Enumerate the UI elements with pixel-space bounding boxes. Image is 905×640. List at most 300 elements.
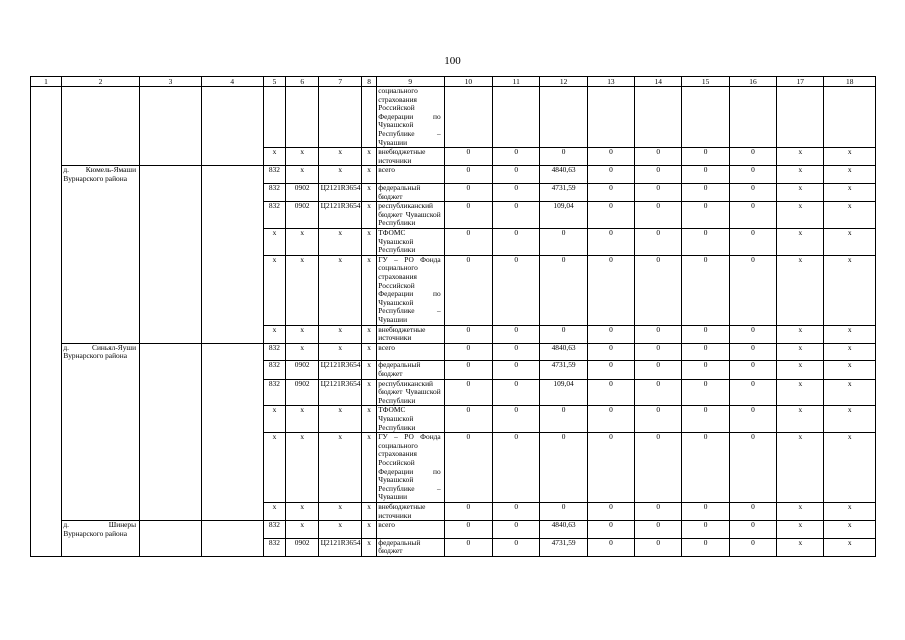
settlement-name: д. Синьял-Яуши Вурнарского района bbox=[61, 343, 139, 361]
cell-col-12: 4840,63 bbox=[540, 343, 587, 361]
cell-col-4 bbox=[201, 255, 263, 325]
cell-col-12: 0 bbox=[540, 406, 587, 433]
column-number-16: 16 bbox=[729, 77, 776, 87]
funding-source: ГУ – РО Фонда социального страхования Российской Федерации по Чувашской Республике – Чувашии bbox=[376, 433, 444, 503]
column-number-row bbox=[31, 77, 876, 87]
cell-col-16: 0 bbox=[729, 521, 776, 539]
cell-col-7: Ц2121R3654 bbox=[319, 361, 362, 379]
cell-col-1 bbox=[31, 255, 62, 325]
cell-col-17: x bbox=[777, 229, 824, 256]
cell-col-4 bbox=[201, 343, 263, 361]
cell-col-18: x bbox=[824, 255, 876, 325]
cell-col-3 bbox=[140, 148, 202, 166]
cell-col-10: 0 bbox=[444, 325, 492, 343]
cell-col-7: x bbox=[319, 502, 362, 520]
cell-col-13: 0 bbox=[587, 538, 634, 556]
cell-col-6: 0902 bbox=[286, 379, 319, 406]
cell-col-16: 0 bbox=[729, 229, 776, 256]
cell-col-10: 0 bbox=[444, 538, 492, 556]
cell-col-13: 0 bbox=[587, 148, 634, 166]
table-row bbox=[31, 343, 876, 361]
cell-col-10: 0 bbox=[444, 184, 492, 202]
column-number-14: 14 bbox=[635, 77, 682, 87]
cell-col-18: x bbox=[824, 325, 876, 343]
cell-col-5: x bbox=[263, 406, 286, 433]
cell-col-7: x bbox=[319, 521, 362, 539]
cell-col-10: 0 bbox=[444, 433, 492, 503]
cell-col-8: x bbox=[362, 361, 376, 379]
cell-col-10: 0 bbox=[444, 255, 492, 325]
cell-col-8: x bbox=[362, 202, 376, 229]
cell-col-18 bbox=[824, 87, 876, 148]
cell-col-4 bbox=[201, 166, 263, 184]
column-number-7: 7 bbox=[319, 77, 362, 87]
cell-col-18: x bbox=[824, 166, 876, 184]
cell-col-15: 0 bbox=[682, 343, 729, 361]
cell-col-7: x bbox=[319, 255, 362, 325]
cell-col-1 bbox=[31, 87, 62, 148]
cell-col-4 bbox=[201, 433, 263, 503]
cell-col-17: x bbox=[777, 433, 824, 503]
cell-col-1 bbox=[31, 379, 62, 406]
cell-col-10: 0 bbox=[444, 343, 492, 361]
cell-col-13: 0 bbox=[587, 379, 634, 406]
cell-col-6: x bbox=[286, 325, 319, 343]
cell-col-3 bbox=[140, 361, 202, 379]
column-number-11: 11 bbox=[493, 77, 540, 87]
cell-col-1 bbox=[31, 521, 62, 539]
cell-col-18: x bbox=[824, 538, 876, 556]
funding-source: республиканский бюджет Чувашской Республики bbox=[376, 202, 444, 229]
settlement-name bbox=[61, 361, 139, 379]
cell-col-18: x bbox=[824, 229, 876, 256]
table-row bbox=[31, 166, 876, 184]
cell-col-6: 0902 bbox=[286, 202, 319, 229]
cell-col-17: x bbox=[777, 184, 824, 202]
funding-source: федеральный бюджет bbox=[376, 184, 444, 202]
cell-col-16: 0 bbox=[729, 343, 776, 361]
cell-col-14: 0 bbox=[635, 406, 682, 433]
cell-col-6: 0902 bbox=[286, 361, 319, 379]
settlement-name bbox=[61, 502, 139, 520]
cell-col-6: x bbox=[286, 502, 319, 520]
cell-col-17: x bbox=[777, 379, 824, 406]
cell-col-4 bbox=[201, 502, 263, 520]
cell-col-12: 109,04 bbox=[540, 379, 587, 406]
cell-col-17: x bbox=[777, 166, 824, 184]
table-row bbox=[31, 255, 876, 325]
cell-col-16: 0 bbox=[729, 255, 776, 325]
cell-col-3 bbox=[140, 325, 202, 343]
cell-col-12: 0 bbox=[540, 433, 587, 503]
column-number-5: 5 bbox=[263, 77, 286, 87]
cell-col-13: 0 bbox=[587, 502, 634, 520]
cell-col-17: x bbox=[777, 502, 824, 520]
cell-col-14: 0 bbox=[635, 538, 682, 556]
cell-col-1 bbox=[31, 361, 62, 379]
cell-col-5: 832 bbox=[263, 379, 286, 406]
cell-col-1 bbox=[31, 343, 62, 361]
funding-source: внебюджетные источники bbox=[376, 148, 444, 166]
cell-col-14: 0 bbox=[635, 148, 682, 166]
cell-col-12: 0 bbox=[540, 148, 587, 166]
settlement-name bbox=[61, 538, 139, 556]
cell-col-11: 0 bbox=[493, 406, 540, 433]
cell-col-8: x bbox=[362, 538, 376, 556]
cell-col-18: x bbox=[824, 361, 876, 379]
cell-col-16: 0 bbox=[729, 325, 776, 343]
cell-col-4 bbox=[201, 229, 263, 256]
cell-col-3 bbox=[140, 184, 202, 202]
cell-col-14 bbox=[635, 87, 682, 148]
cell-col-12: 4731,59 bbox=[540, 361, 587, 379]
cell-col-8 bbox=[362, 87, 376, 148]
cell-col-5: 832 bbox=[263, 521, 286, 539]
funding-source: всего bbox=[376, 343, 444, 361]
cell-col-3 bbox=[140, 343, 202, 361]
cell-col-5: x bbox=[263, 502, 286, 520]
cell-col-17: x bbox=[777, 343, 824, 361]
cell-col-12: 4731,59 bbox=[540, 538, 587, 556]
budget-table bbox=[30, 76, 876, 557]
cell-col-10: 0 bbox=[444, 148, 492, 166]
funding-source: ГУ – РО Фонда социального страхования Российской Федерации по Чувашской Республике – Чувашии bbox=[376, 255, 444, 325]
cell-col-12: 109,04 bbox=[540, 202, 587, 229]
cell-col-14: 0 bbox=[635, 202, 682, 229]
cell-col-15: 0 bbox=[682, 202, 729, 229]
cell-col-8: x bbox=[362, 255, 376, 325]
cell-col-16: 0 bbox=[729, 538, 776, 556]
column-number-2: 2 bbox=[61, 77, 139, 87]
cell-col-5: x bbox=[263, 255, 286, 325]
cell-col-4 bbox=[201, 521, 263, 539]
cell-col-3 bbox=[140, 166, 202, 184]
cell-col-6 bbox=[286, 87, 319, 148]
cell-col-13: 0 bbox=[587, 521, 634, 539]
cell-col-10: 0 bbox=[444, 379, 492, 406]
funding-source: внебюджетные источники bbox=[376, 502, 444, 520]
cell-col-18: x bbox=[824, 379, 876, 406]
cell-col-7: x bbox=[319, 229, 362, 256]
cell-col-5: x bbox=[263, 433, 286, 503]
cell-col-15: 0 bbox=[682, 148, 729, 166]
cell-col-14: 0 bbox=[635, 361, 682, 379]
cell-col-15: 0 bbox=[682, 184, 729, 202]
settlement-name bbox=[61, 406, 139, 433]
cell-col-8: x bbox=[362, 379, 376, 406]
cell-col-14: 0 bbox=[635, 255, 682, 325]
settlement-name bbox=[61, 379, 139, 406]
settlement-name bbox=[61, 184, 139, 202]
cell-col-4 bbox=[201, 379, 263, 406]
cell-col-5: 832 bbox=[263, 343, 286, 361]
settlement-name bbox=[61, 255, 139, 325]
column-number-12: 12 bbox=[540, 77, 587, 87]
column-number-17: 17 bbox=[777, 77, 824, 87]
cell-col-14: 0 bbox=[635, 502, 682, 520]
cell-col-3 bbox=[140, 502, 202, 520]
table-row bbox=[31, 148, 876, 166]
table-row bbox=[31, 325, 876, 343]
cell-col-1 bbox=[31, 433, 62, 503]
settlement-name bbox=[61, 433, 139, 503]
column-number-10: 10 bbox=[444, 77, 492, 87]
column-number-15: 15 bbox=[682, 77, 729, 87]
cell-col-15: 0 bbox=[682, 538, 729, 556]
cell-col-17: x bbox=[777, 521, 824, 539]
cell-col-17 bbox=[777, 87, 824, 148]
cell-col-4 bbox=[201, 202, 263, 229]
cell-col-1 bbox=[31, 202, 62, 229]
cell-col-8: x bbox=[362, 166, 376, 184]
cell-col-11: 0 bbox=[493, 148, 540, 166]
cell-col-1 bbox=[31, 325, 62, 343]
cell-col-1 bbox=[31, 502, 62, 520]
cell-col-7: x bbox=[319, 343, 362, 361]
table-row bbox=[31, 406, 876, 433]
cell-col-16: 0 bbox=[729, 433, 776, 503]
cell-col-3 bbox=[140, 255, 202, 325]
table-row bbox=[31, 379, 876, 406]
table-row bbox=[31, 202, 876, 229]
cell-col-14: 0 bbox=[635, 379, 682, 406]
table-row bbox=[31, 361, 876, 379]
funding-source: всего bbox=[376, 521, 444, 539]
cell-col-4 bbox=[201, 406, 263, 433]
cell-col-5: x bbox=[263, 325, 286, 343]
cell-col-11: 0 bbox=[493, 521, 540, 539]
cell-col-8: x bbox=[362, 433, 376, 503]
cell-col-17: x bbox=[777, 255, 824, 325]
cell-col-7: Ц2121R3654 bbox=[319, 202, 362, 229]
cell-col-7 bbox=[319, 87, 362, 148]
cell-col-12: 4840,63 bbox=[540, 521, 587, 539]
cell-col-3 bbox=[140, 433, 202, 503]
cell-col-4 bbox=[201, 148, 263, 166]
settlement-name bbox=[61, 229, 139, 256]
cell-col-7: Ц2121R3654 bbox=[319, 379, 362, 406]
cell-col-18: x bbox=[824, 148, 876, 166]
column-number-4: 4 bbox=[201, 77, 263, 87]
cell-col-5: 832 bbox=[263, 184, 286, 202]
cell-col-16 bbox=[729, 87, 776, 148]
table-row bbox=[31, 433, 876, 503]
cell-col-11: 0 bbox=[493, 361, 540, 379]
cell-col-3 bbox=[140, 229, 202, 256]
cell-col-1 bbox=[31, 184, 62, 202]
cell-col-7: Ц2121R3654 bbox=[319, 184, 362, 202]
cell-col-7: x bbox=[319, 325, 362, 343]
settlement-name bbox=[61, 87, 139, 148]
cell-col-17: x bbox=[777, 361, 824, 379]
funding-source: федеральный бюджет bbox=[376, 361, 444, 379]
table-body bbox=[31, 87, 876, 557]
cell-col-5: x bbox=[263, 229, 286, 256]
cell-col-12: 0 bbox=[540, 255, 587, 325]
cell-col-6: x bbox=[286, 229, 319, 256]
cell-col-1 bbox=[31, 406, 62, 433]
funding-source: внебюджетные источники bbox=[376, 325, 444, 343]
cell-col-18: x bbox=[824, 502, 876, 520]
cell-col-3 bbox=[140, 538, 202, 556]
cell-col-1 bbox=[31, 148, 62, 166]
cell-col-8: x bbox=[362, 229, 376, 256]
cell-col-16: 0 bbox=[729, 148, 776, 166]
cell-col-17: x bbox=[777, 538, 824, 556]
cell-col-13: 0 bbox=[587, 433, 634, 503]
cell-col-13: 0 bbox=[587, 202, 634, 229]
cell-col-15: 0 bbox=[682, 406, 729, 433]
cell-col-8: x bbox=[362, 148, 376, 166]
cell-col-10: 0 bbox=[444, 166, 492, 184]
cell-col-10: 0 bbox=[444, 521, 492, 539]
cell-col-13: 0 bbox=[587, 184, 634, 202]
cell-col-1 bbox=[31, 166, 62, 184]
cell-col-7: Ц2121R3654 bbox=[319, 538, 362, 556]
cell-col-4 bbox=[201, 361, 263, 379]
cell-col-11: 0 bbox=[493, 255, 540, 325]
cell-col-15: 0 bbox=[682, 379, 729, 406]
cell-col-10: 0 bbox=[444, 229, 492, 256]
cell-col-14: 0 bbox=[635, 343, 682, 361]
cell-col-11: 0 bbox=[493, 202, 540, 229]
cell-col-5: 832 bbox=[263, 361, 286, 379]
cell-col-6: 0902 bbox=[286, 538, 319, 556]
table-row bbox=[31, 502, 876, 520]
cell-col-15: 0 bbox=[682, 502, 729, 520]
cell-col-4 bbox=[201, 184, 263, 202]
cell-col-14: 0 bbox=[635, 166, 682, 184]
funding-source: ТФОМС Чувашской Республики bbox=[376, 406, 444, 433]
cell-col-11: 0 bbox=[493, 343, 540, 361]
cell-col-3 bbox=[140, 521, 202, 539]
cell-col-3 bbox=[140, 379, 202, 406]
cell-col-16: 0 bbox=[729, 379, 776, 406]
cell-col-13: 0 bbox=[587, 343, 634, 361]
table-row bbox=[31, 184, 876, 202]
cell-col-10: 0 bbox=[444, 202, 492, 229]
settlement-name bbox=[61, 325, 139, 343]
cell-col-13: 0 bbox=[587, 166, 634, 184]
cell-col-16: 0 bbox=[729, 184, 776, 202]
cell-col-15: 0 bbox=[682, 433, 729, 503]
cell-col-7: x bbox=[319, 406, 362, 433]
cell-col-6: x bbox=[286, 166, 319, 184]
cell-col-6: x bbox=[286, 433, 319, 503]
cell-col-12: 0 bbox=[540, 502, 587, 520]
cell-col-12: 4840,63 bbox=[540, 166, 587, 184]
cell-col-13 bbox=[587, 87, 634, 148]
cell-col-10 bbox=[444, 87, 492, 148]
cell-col-12: 0 bbox=[540, 325, 587, 343]
funding-source: всего bbox=[376, 166, 444, 184]
cell-col-14: 0 bbox=[635, 433, 682, 503]
settlement-name: д. Кюмель-Ямаши Вурнарского района bbox=[61, 166, 139, 184]
funding-source: республиканский бюджет Чувашской Республики bbox=[376, 379, 444, 406]
cell-col-8: x bbox=[362, 184, 376, 202]
cell-col-11: 0 bbox=[493, 379, 540, 406]
cell-col-10: 0 bbox=[444, 361, 492, 379]
cell-col-5: x bbox=[263, 148, 286, 166]
cell-col-7: x bbox=[319, 166, 362, 184]
table-row bbox=[31, 521, 876, 539]
cell-col-14: 0 bbox=[635, 229, 682, 256]
cell-col-18: x bbox=[824, 202, 876, 229]
cell-col-15: 0 bbox=[682, 521, 729, 539]
cell-col-15: 0 bbox=[682, 229, 729, 256]
cell-col-8: x bbox=[362, 343, 376, 361]
column-number-3: 3 bbox=[140, 77, 202, 87]
cell-col-15: 0 bbox=[682, 361, 729, 379]
column-number-13: 13 bbox=[587, 77, 634, 87]
cell-col-18: x bbox=[824, 184, 876, 202]
cell-col-11 bbox=[493, 87, 540, 148]
cell-col-11: 0 bbox=[493, 166, 540, 184]
cell-col-15 bbox=[682, 87, 729, 148]
cell-col-6: x bbox=[286, 343, 319, 361]
cell-col-8: x bbox=[362, 406, 376, 433]
cell-col-8: x bbox=[362, 521, 376, 539]
cell-col-7: x bbox=[319, 433, 362, 503]
cell-col-18: x bbox=[824, 433, 876, 503]
cell-col-15: 0 bbox=[682, 325, 729, 343]
cell-col-17: x bbox=[777, 148, 824, 166]
cell-col-16: 0 bbox=[729, 166, 776, 184]
cell-col-16: 0 bbox=[729, 361, 776, 379]
cell-col-12: 0 bbox=[540, 229, 587, 256]
cell-col-6: x bbox=[286, 255, 319, 325]
table-row bbox=[31, 87, 876, 148]
cell-col-16: 0 bbox=[729, 202, 776, 229]
cell-col-1 bbox=[31, 229, 62, 256]
cell-col-8: x bbox=[362, 325, 376, 343]
settlement-name bbox=[61, 202, 139, 229]
cell-col-14: 0 bbox=[635, 521, 682, 539]
cell-col-6: x bbox=[286, 521, 319, 539]
cell-col-11: 0 bbox=[493, 184, 540, 202]
cell-col-1 bbox=[31, 538, 62, 556]
cell-col-4 bbox=[201, 87, 263, 148]
cell-col-6: 0902 bbox=[286, 184, 319, 202]
cell-col-12 bbox=[540, 87, 587, 148]
column-number-9: 9 bbox=[376, 77, 444, 87]
table-row bbox=[31, 229, 876, 256]
funding-source: федеральный бюджет bbox=[376, 538, 444, 556]
cell-col-8: x bbox=[362, 502, 376, 520]
cell-col-13: 0 bbox=[587, 255, 634, 325]
funding-source: социального страхования Российской Федерации по Чувашской Республике – Чувашии bbox=[376, 87, 444, 148]
settlement-name bbox=[61, 148, 139, 166]
cell-col-3 bbox=[140, 406, 202, 433]
cell-col-14: 0 bbox=[635, 325, 682, 343]
column-number-8: 8 bbox=[362, 77, 376, 87]
cell-col-4 bbox=[201, 538, 263, 556]
cell-col-18: x bbox=[824, 343, 876, 361]
column-number-6: 6 bbox=[286, 77, 319, 87]
cell-col-3 bbox=[140, 87, 202, 148]
cell-col-16: 0 bbox=[729, 406, 776, 433]
cell-col-10: 0 bbox=[444, 502, 492, 520]
cell-col-5: 832 bbox=[263, 166, 286, 184]
cell-col-17: x bbox=[777, 406, 824, 433]
cell-col-5: 832 bbox=[263, 538, 286, 556]
cell-col-13: 0 bbox=[587, 325, 634, 343]
cell-col-17: x bbox=[777, 202, 824, 229]
cell-col-6: x bbox=[286, 406, 319, 433]
cell-col-18: x bbox=[824, 406, 876, 433]
cell-col-3 bbox=[140, 202, 202, 229]
cell-col-12: 4731,59 bbox=[540, 184, 587, 202]
